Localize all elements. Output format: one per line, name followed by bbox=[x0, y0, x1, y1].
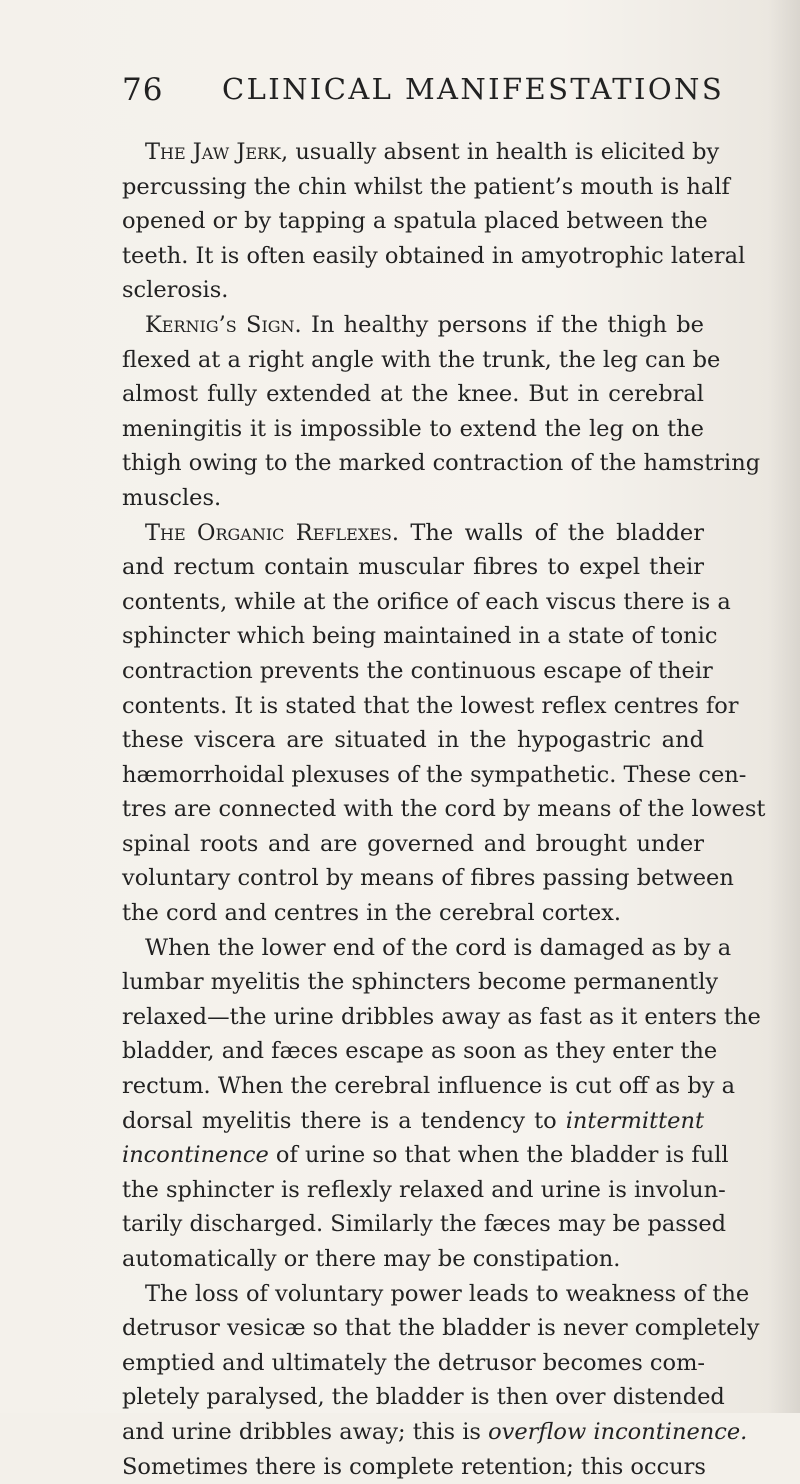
text-segment: and rectum contain muscular fibres to expel their bbox=[122, 554, 704, 581]
running-head: CLINICAL MANIFESTATIONS bbox=[222, 72, 725, 106]
text-segment: voluntary control by means of fibres passing between bbox=[122, 865, 734, 892]
text-segment: thigh owing to the marked contraction of the hamstring bbox=[122, 450, 761, 477]
text-line bbox=[122, 1277, 750, 1312]
text-line bbox=[122, 896, 704, 931]
text-segment: emptied and ultimately the detrusor becomes com- bbox=[122, 1349, 706, 1376]
text-line bbox=[122, 1415, 748, 1450]
section-heading: Kernig’s Sign bbox=[145, 311, 295, 338]
text-line bbox=[122, 1138, 729, 1173]
text-segment: pletely paralysed, the bladder is then over distended bbox=[122, 1384, 725, 1411]
italic-term: overflow incontinence. bbox=[488, 1418, 748, 1445]
text-segment: lumbar myelitis the sphincters become permanently bbox=[122, 969, 719, 996]
text-line bbox=[122, 1104, 704, 1139]
text-line bbox=[122, 654, 713, 689]
text-segment: flexed at a right angle with the trunk, the leg can be bbox=[122, 346, 721, 373]
text-line bbox=[122, 343, 721, 378]
text-line bbox=[122, 308, 704, 343]
text-line bbox=[122, 135, 720, 170]
text-segment: and urine dribbles away; this is bbox=[122, 1418, 489, 1445]
text-line bbox=[122, 204, 708, 239]
text-line bbox=[122, 1207, 727, 1242]
text-line bbox=[122, 377, 704, 412]
text-segment: Sometimes there is complete retention; this occurs bbox=[122, 1453, 706, 1480]
text-segment: tres are connected with the cord by means of the lowest bbox=[122, 796, 766, 823]
text-segment: of urine so that when the bladder is full bbox=[268, 1142, 729, 1169]
text-line bbox=[122, 1173, 726, 1208]
text-segment: contents. It is stated that the lowest reflex centres for bbox=[122, 692, 739, 719]
text-segment: the sphincter is reflexly relaxed and urine is involun- bbox=[122, 1176, 726, 1203]
text-segment: tarily discharged. Similarly the fæces may be passed bbox=[122, 1211, 727, 1238]
text-segment: dorsal myelitis there is a tendency to bbox=[122, 1107, 566, 1134]
text-segment: , usually absent in health is elicited by bbox=[281, 139, 720, 165]
text-line bbox=[122, 516, 704, 551]
text-segment: almost fully extended at the knee. But in cerebral bbox=[122, 381, 704, 408]
text-segment: contents, while at the orifice of each viscus there is a bbox=[122, 588, 731, 615]
text-line bbox=[122, 723, 704, 758]
text-line bbox=[122, 239, 746, 274]
text-segment: these viscera are situated in the hypogastric and bbox=[122, 727, 704, 754]
text-line bbox=[122, 619, 718, 654]
text-segment: muscles. bbox=[122, 484, 222, 511]
text-segment: spinal roots and are governed and brought under bbox=[122, 830, 704, 857]
text-segment: detrusor vesicæ so that the bladder is never completely bbox=[122, 1315, 760, 1342]
text-segment: contraction prevents the continuous escape of their bbox=[122, 657, 713, 684]
text-line bbox=[122, 481, 704, 516]
text-line bbox=[122, 689, 739, 724]
text-segment: . The walls of the bladder bbox=[391, 519, 704, 546]
text-line bbox=[122, 1450, 704, 1484]
text-line bbox=[122, 1380, 725, 1415]
text-line bbox=[122, 1000, 761, 1035]
text-segment: the cord and centres in the cerebral cortex. bbox=[122, 900, 621, 927]
text-segment: rectum. When the cerebral influence is cut off as by a bbox=[122, 1073, 736, 1100]
text-line bbox=[122, 585, 731, 620]
text-line bbox=[122, 412, 704, 447]
text-segment: sclerosis. bbox=[122, 277, 229, 304]
text-line bbox=[122, 1069, 736, 1104]
text-segment: hæmorrhoidal plexuses of the sympathetic. These cen- bbox=[122, 761, 747, 788]
text-segment: opened or by tapping a spatula placed between the bbox=[122, 208, 708, 235]
text-segment: meningitis it is impossible to extend the leg on the bbox=[122, 415, 704, 442]
text-segment: bladder, and fæces escape as soon as they enter the bbox=[122, 1038, 718, 1065]
text-segment: relaxed—the urine dribbles away as fast as it enters the bbox=[122, 1003, 761, 1030]
text-line bbox=[122, 1242, 704, 1277]
text-line bbox=[122, 792, 766, 827]
page-header bbox=[0, 72, 800, 122]
text-line bbox=[122, 1346, 704, 1381]
section-heading: The Jaw Jerk bbox=[145, 139, 282, 165]
text-line bbox=[122, 931, 732, 966]
italic-term: intermittent bbox=[565, 1107, 704, 1134]
text-line bbox=[122, 170, 730, 205]
text-line bbox=[122, 965, 719, 1000]
page-number: 76 bbox=[122, 72, 164, 108]
text-segment: automatically or there may be constipation. bbox=[122, 1246, 621, 1272]
text-line bbox=[122, 446, 761, 481]
text-line bbox=[122, 1311, 760, 1346]
text-segment: teeth. It is often easily obtained in amyotrophic lateral bbox=[122, 242, 746, 269]
text-line bbox=[122, 758, 747, 793]
text-segment: The loss of voluntary power leads to weakness of the bbox=[145, 1280, 750, 1307]
text-segment: sphincter which being maintained in a state of tonic bbox=[122, 623, 718, 650]
body-text bbox=[122, 135, 766, 1484]
text-segment: When the lower end of the cord is damaged as by a bbox=[145, 934, 732, 961]
text-line bbox=[122, 273, 704, 308]
italic-term: incontinence bbox=[122, 1142, 269, 1169]
text-line bbox=[122, 550, 704, 585]
text-line bbox=[122, 1034, 718, 1069]
text-line bbox=[122, 827, 704, 862]
text-segment: percussing the chin whilst the patient’s mouth is half bbox=[122, 173, 730, 200]
text-segment: . In healthy persons if the thigh be bbox=[294, 311, 704, 338]
section-heading: The Organic Reflexes bbox=[145, 519, 392, 546]
text-line bbox=[122, 861, 734, 896]
